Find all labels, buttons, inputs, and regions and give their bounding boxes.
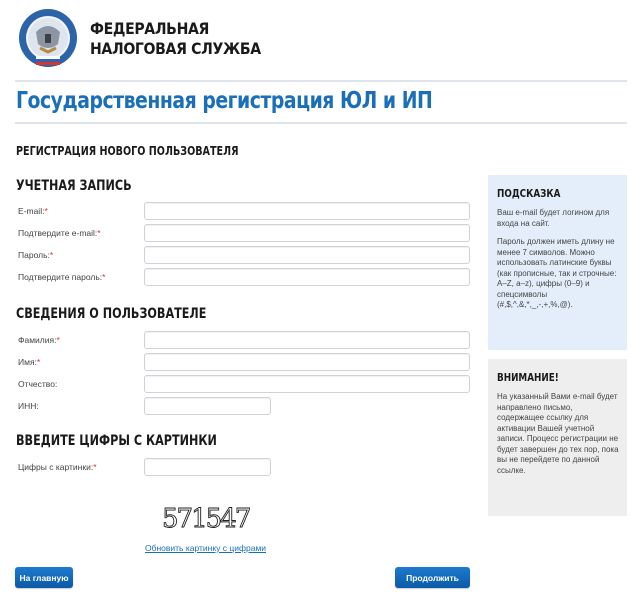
warning-title: ВНИМАНИЕ! (497, 371, 559, 384)
divider-top (15, 80, 627, 82)
confirm-email-label: Подтвердите e-mail:* (18, 228, 101, 238)
confirm-password-label: Подтвердите пароль:* (18, 272, 106, 282)
first-name-label: Имя:* (18, 357, 41, 367)
captcha-input[interactable] (144, 458, 271, 476)
captcha-image (158, 500, 258, 534)
captcha-section-title: ВВЕДИТЕ ЦИФРЫ С КАРТИНКИ (16, 433, 217, 449)
hint-title: ПОДСКАЗКА (497, 187, 561, 200)
last-name-label: Фамилия:* (18, 335, 60, 345)
hint-paragraph-password: Пароль должен иметь длину не менее 7 символов. Можно использовать латинские буквы (как прописные, так и строчные: A–Z, a–z), цифры (0–9) и спецсимволы (#,$,^,&,*,_,-,+,%,@). (497, 237, 617, 309)
account-section-title: УЧЕТНАЯ ЗАПИСЬ (16, 178, 132, 194)
brand-name (90, 19, 261, 59)
inn-label: ИНН: (18, 401, 39, 411)
svg-text:571547: 571547 (162, 504, 250, 534)
captcha-label: Цифры с картинки:* (18, 462, 97, 472)
warning-text: На указанный Вами e-mail будет направлено письмо, содержащее ссылку для активации Вашей учетной записи. Процесс регистрации не будет завершен до тех пор, пока вы не перейдете по данной ссылке. (497, 392, 619, 475)
hint-text (497, 208, 619, 311)
divider-bottom (15, 122, 627, 124)
registration-heading: РЕГИСТРАЦИЯ НОВОГО ПОЛЬЗОВАТЕЛЯ (16, 144, 239, 158)
confirm-password-input[interactable] (144, 268, 470, 286)
user-info-section-title: СВЕДЕНИЯ О ПОЛЬЗОВАТЕЛЕ (16, 306, 207, 322)
password-label: Пароль:* (18, 250, 54, 260)
hint-paragraph-login: Ваш e-mail будет логином для входа на сайт. (497, 208, 610, 228)
middle-name-input[interactable] (144, 375, 470, 393)
home-button[interactable]: На главную (15, 567, 73, 588)
confirm-email-input[interactable] (144, 224, 470, 242)
email-input[interactable] (144, 202, 470, 220)
middle-name-label: Отчество: (18, 379, 58, 389)
site-header (15, 5, 415, 73)
password-input[interactable] (144, 246, 470, 264)
first-name-input[interactable] (144, 353, 470, 371)
warning-box (488, 359, 627, 516)
fns-emblem-icon (18, 8, 78, 68)
hint-box (488, 175, 627, 350)
inn-input[interactable] (144, 397, 271, 415)
continue-button[interactable]: Продолжить (395, 567, 470, 588)
email-label: E-mail:* (18, 206, 48, 216)
brand-line-1: ФЕДЕРАЛЬНАЯ (90, 19, 210, 38)
refresh-captcha-link[interactable]: Обновить картинку с цифрами (145, 543, 267, 553)
last-name-input[interactable] (144, 331, 470, 349)
page-title: Государственная регистрация ЮЛ и ИП (16, 88, 433, 114)
brand-line-2: НАЛОГОВАЯ СЛУЖБА (90, 39, 261, 58)
